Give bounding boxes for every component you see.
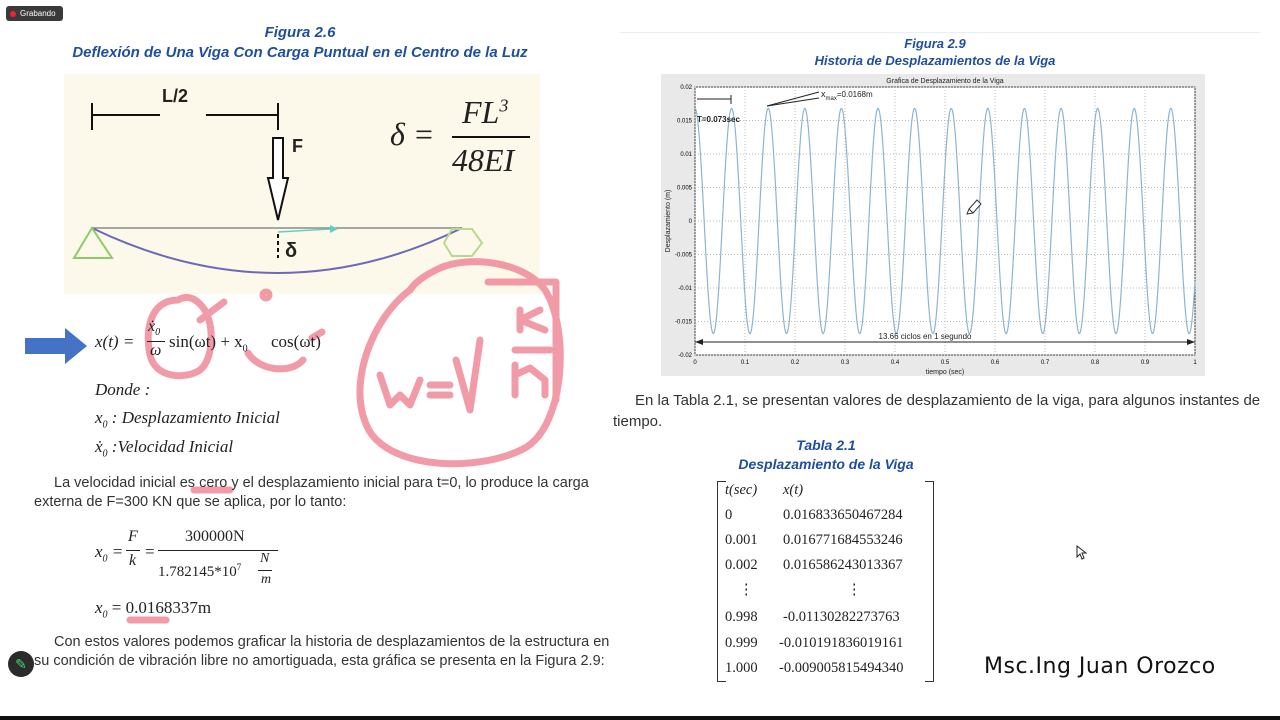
table-header-t: t(sec) xyxy=(725,482,758,498)
x-tick-label: 0.2 xyxy=(790,360,800,366)
figure29-number: Figura 2.9 xyxy=(904,36,966,51)
table-cell-t: 0.999 xyxy=(725,635,758,651)
figure26-number: Figura 2.6 xyxy=(264,24,336,41)
author-signature: Msc.Ing Juan Orozco xyxy=(984,654,1216,679)
pencil-icon: ✎ xyxy=(15,656,27,672)
calc-frac1-bar xyxy=(126,550,140,551)
table-cell-x: 0.016833650467284 xyxy=(783,507,903,523)
header-divider xyxy=(620,32,1260,33)
x-tick-label: 0.5 xyxy=(940,360,950,366)
calc-frac1-num: F xyxy=(128,528,138,545)
pen-tool-button[interactable] xyxy=(8,651,34,677)
calc-frac2-num: 300000N xyxy=(185,528,245,545)
figure26-title: Deflexión de Una Viga Con Carga Puntual en el Centro de la Luz xyxy=(72,44,528,61)
x-tick-label: 0.4 xyxy=(890,360,900,366)
force-label: F xyxy=(292,136,303,156)
period-annotation: T=0.073sec xyxy=(697,115,740,124)
equation-frac-num: ẋ$_0$ xyxy=(148,318,161,339)
table-cell-t: 0.998 xyxy=(725,609,758,625)
paragraph-3: En la Tabla 2.1, se presentan valores de desplazamiento de la viga, para algunos instantes de tiempo. xyxy=(613,392,1261,430)
table-row xyxy=(725,635,925,655)
equation-frac-den: ω xyxy=(150,342,162,359)
calc-frac1-den: k xyxy=(129,552,137,569)
table-cell-t: 0.001 xyxy=(725,532,758,548)
y-tick-label: 0.005 xyxy=(676,185,692,192)
table-row xyxy=(725,532,925,552)
x-tick-label: 0.9 xyxy=(1140,360,1150,366)
calc-unit-num: N xyxy=(260,551,270,566)
left-support-icon xyxy=(74,228,112,258)
table-cell-t: 0.002 xyxy=(725,557,758,573)
table-cell-x: 0.016586243013367 xyxy=(783,557,903,573)
table-cell-t: 1.000 xyxy=(725,660,758,676)
calc-lhs: $x_0$ = xyxy=(95,542,124,565)
xmax-annotation: $x_{max}=0.0168m$ xyxy=(821,89,873,102)
chart-xlabel: tiempo (sec) xyxy=(925,369,965,376)
table-cell-x: -0.009005815494340 xyxy=(779,660,904,676)
table-row-ellipsis xyxy=(725,582,925,602)
table21-title: Desplazamiento de la Viga xyxy=(738,456,914,472)
y-tick-label: -0.02 xyxy=(678,353,692,359)
formula-fraction-bar xyxy=(452,136,530,138)
paragraph-2: Con estos valores podemos graficar la historia de desplazamientos de la estructura en su condición de vibración libre no amortiguada, esta gráfica se presenta en la Figura 2.9: xyxy=(34,634,610,669)
equation-term2: cos(ωt) xyxy=(271,332,321,351)
x-tick-label: 0.7 xyxy=(1040,360,1050,366)
chart-title: Grafica de Desplazamiento de la Viga xyxy=(886,78,1004,85)
table-cell-x: ⋮ xyxy=(847,582,862,598)
cycles-annotation: 13.66 ciclos en 1 segundo xyxy=(878,332,972,341)
bottom-edge xyxy=(0,716,1280,720)
equation-lhs: x(t) = xyxy=(95,332,135,351)
calc-unit-bar xyxy=(258,570,272,571)
y-tick-label: -0.005 xyxy=(674,252,692,259)
table-header xyxy=(725,482,925,502)
force-arrow-icon xyxy=(268,138,288,220)
x-tick-label: 0.6 xyxy=(990,360,1000,366)
x-tick-label: 0.8 xyxy=(1090,360,1100,366)
paragraph-1: La velocidad inicial es cero y el desplazamiento inicial para t=0, lo produce la carga externa de F=300 KN que se aplica, por lo tanto: xyxy=(34,475,589,510)
span-label: L/2 xyxy=(162,86,189,106)
y-tick-label: 0.015 xyxy=(676,118,692,125)
figure29-title: Historia de Desplazamientos de la Viga xyxy=(814,53,1056,68)
chart-ylabel: Desplazamiento (m) xyxy=(665,189,672,253)
donde-item-1: $x_0$ : Desplazamiento Inicial xyxy=(95,408,280,431)
table-cell-x: 0.016771684553246 xyxy=(783,532,903,548)
x-tick-label: 0 xyxy=(693,360,697,366)
table-row xyxy=(725,609,925,629)
table-row xyxy=(725,507,925,527)
beam-arrow-line xyxy=(278,229,330,232)
formula-denominator: 48EI xyxy=(452,142,515,178)
y-tick-label: 0 xyxy=(688,219,692,225)
displacement-chart xyxy=(661,74,1205,376)
table-row xyxy=(725,660,925,680)
donde-heading: Donde : xyxy=(95,380,151,399)
calc-unit-den: m xyxy=(261,572,272,587)
table-row xyxy=(725,557,925,577)
x-tick-label: 0.3 xyxy=(840,360,850,366)
table-cell-t: 0 xyxy=(725,507,733,523)
donde-item-2: ẋ$_0$ :Velocidad Inicial xyxy=(95,437,234,460)
table-cell-x: -0.01130282273763 xyxy=(783,609,900,625)
deflection-label: δ xyxy=(285,240,298,262)
recording-label: Grabando xyxy=(20,9,56,18)
formula-numerator: $FL^3$ xyxy=(462,94,509,130)
table-bracket-right xyxy=(925,481,934,682)
y-tick-label: 0.01 xyxy=(680,152,692,158)
y-tick-label: 0.02 xyxy=(680,85,692,91)
x-tick-label: 1 xyxy=(1193,360,1197,366)
beam-arrow-icon xyxy=(330,225,338,233)
table-cell-x: -0.010191836019161 xyxy=(779,635,904,651)
formula-lhs: δ = xyxy=(390,116,435,152)
pointer-arrow-icon xyxy=(25,328,87,364)
y-tick-label: -0.015 xyxy=(674,319,692,326)
table21-number: Tabla 2.1 xyxy=(796,437,856,453)
calc-equals: = xyxy=(145,542,155,561)
equation-term1: $\sin(\omega t) + x_0$ xyxy=(169,332,248,355)
y-tick-label: -0.01 xyxy=(678,286,692,292)
calc-frac2-den: $1.782145*10^7$ xyxy=(158,562,242,580)
x-tick-label: 0.1 xyxy=(740,360,750,366)
calc-result: $x_0 = 0.0168337m$ xyxy=(95,598,212,621)
table-cell-t: ⋮ xyxy=(739,582,754,598)
right-support-icon xyxy=(444,229,482,256)
table-header-x: x(t) xyxy=(783,482,804,498)
mouse-cursor-icon xyxy=(1076,545,1088,561)
